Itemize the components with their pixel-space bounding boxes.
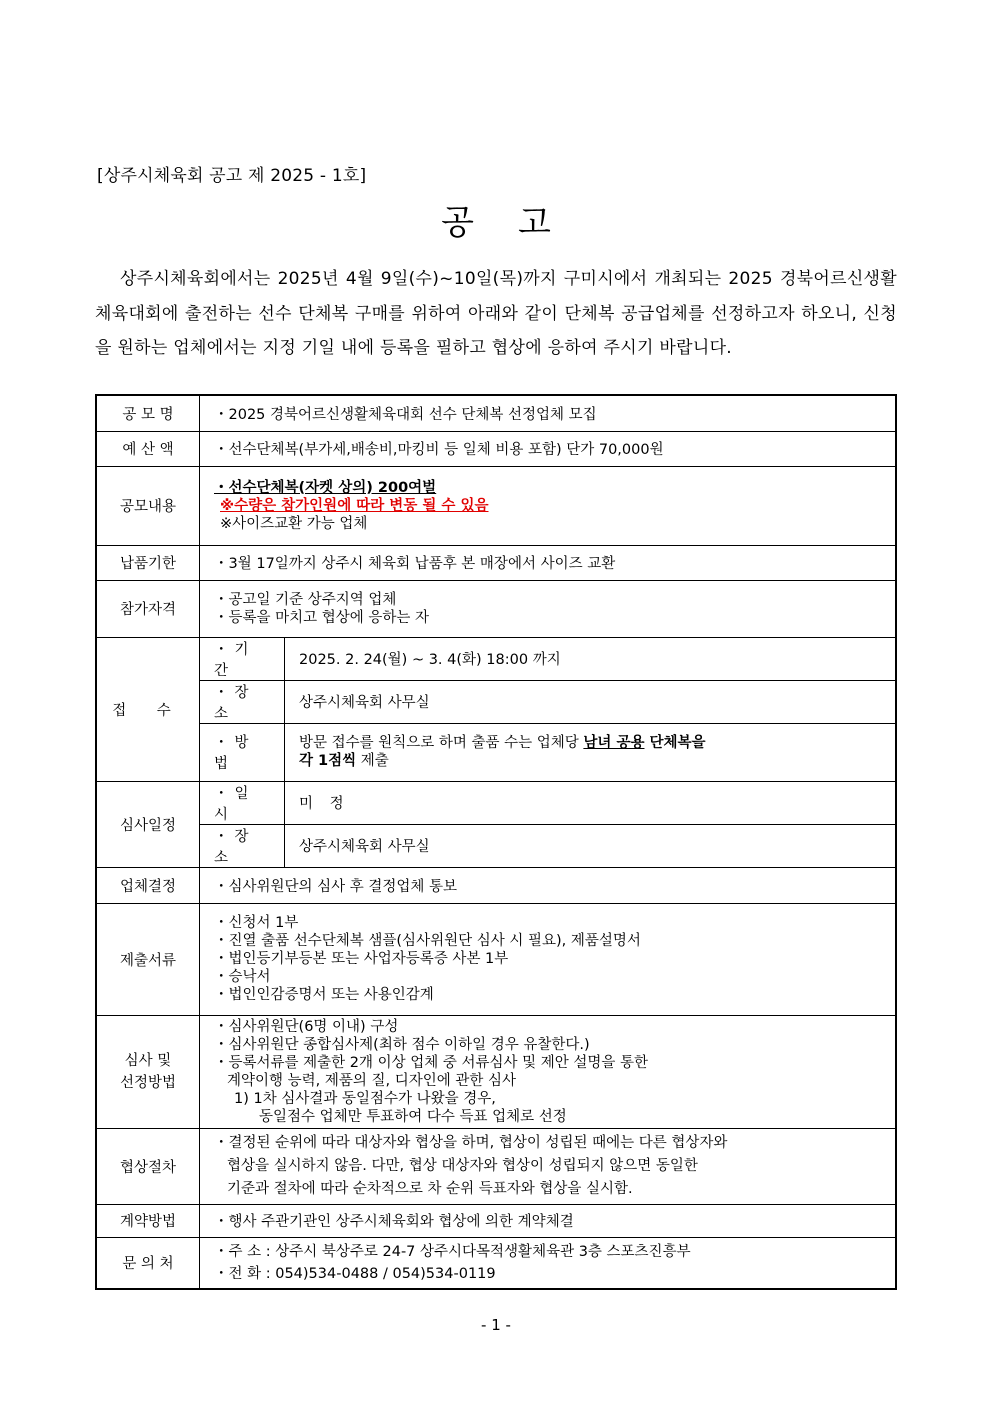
table-row bbox=[96, 680, 896, 723]
row-label: 예 산 액 bbox=[96, 431, 200, 466]
row-value bbox=[200, 1015, 897, 1128]
sub-value: 상주시체육회 사무실 bbox=[285, 824, 897, 867]
row-value: ・2025 경북어르신생활체육대회 선수 단체복 선정업체 모집 bbox=[200, 395, 897, 431]
table-row bbox=[96, 824, 896, 867]
table-row bbox=[96, 431, 896, 466]
sub-label: ・일 시 bbox=[200, 781, 285, 824]
selection-line: 동일점수 업체만 투표하여 다수 득표 업체로 선정 bbox=[259, 1108, 567, 1125]
intro-text: 상주시체육회에서는 2025년 4월 9일(수)~10일(목)까지 구미시에서 개최되는 2025 경북어르신생활체육대회에 출전하는 선수 단체복 구매를 위하여 아래와 같이 단체복 공급업체를 선정하고자 하오니, 신청을 원하는 업체에서는 지정 기일 내에 등록을 필하고 협상에 응하여 주시기 바랍니다. bbox=[95, 269, 897, 358]
row-label: 공모내용 bbox=[96, 466, 200, 545]
content-line: ※사이즈교환 가능 업체 bbox=[220, 515, 368, 532]
row-value bbox=[200, 1237, 897, 1289]
table-row bbox=[96, 903, 896, 1015]
qualification-line: ・등록을 마치고 협상에 응하는 자 bbox=[214, 609, 430, 626]
document-item: ・법인등기부등본 또는 사업자등록증 사본 1부 bbox=[214, 951, 509, 967]
table-row bbox=[96, 466, 896, 545]
notice-number: [상주시체육회 공고 제 2025 - 1호] bbox=[97, 166, 367, 186]
row-label: 제출서류 bbox=[96, 903, 200, 1015]
table-row bbox=[96, 637, 896, 680]
row-label: 심사일정 bbox=[96, 781, 200, 867]
sub-value: 2025. 2. 24(월) ~ 3. 4(화) 18:00 까지 bbox=[285, 637, 897, 680]
contact-address: ・주 소 : 상주시 북상주로 24-7 상주시다목적생활체육관 3층 스포츠진흥부 bbox=[214, 1243, 691, 1260]
table-row bbox=[96, 781, 896, 824]
row-value: ・심사위원단의 심사 후 결정업체 통보 bbox=[200, 867, 897, 903]
page-number: - 1 - bbox=[481, 1316, 511, 1334]
table-row bbox=[96, 395, 896, 431]
sub-label: ・기 간 bbox=[200, 637, 285, 680]
row-value bbox=[200, 466, 897, 545]
row-label: 납품기한 bbox=[96, 545, 200, 580]
content-line: ・선수단체복(자켓 상의) 200여벌 bbox=[214, 479, 437, 496]
sub-value: 상주시체육회 사무실 bbox=[285, 680, 897, 723]
table-row bbox=[96, 1015, 896, 1128]
table-row bbox=[96, 545, 896, 580]
intro-paragraph bbox=[95, 262, 897, 366]
row-label: 참가자격 bbox=[96, 580, 200, 637]
row-label: 업체결정 bbox=[96, 867, 200, 903]
table-row bbox=[96, 1128, 896, 1204]
row-value bbox=[200, 580, 897, 637]
sub-label: ・장 소 bbox=[200, 680, 285, 723]
sub-label: ・장 소 bbox=[200, 824, 285, 867]
sub-value bbox=[285, 723, 897, 781]
method-line: 방문 접수를 원칙으로 하며 출품 수는 업체당 남녀 공용 단체복을 bbox=[299, 735, 706, 751]
selection-line: ・등록서류를 제출한 2개 이상 업체 중 서류심사 및 제안 설명을 통한 bbox=[214, 1054, 648, 1071]
sub-label: ・방 법 bbox=[200, 723, 285, 781]
table-row bbox=[96, 723, 896, 781]
document-item: ・법인인감증명서 또는 사용인감계 bbox=[214, 987, 434, 1003]
row-label: 문 의 처 bbox=[96, 1237, 200, 1289]
selection-line: ・심사위원단 종합심사제(최하 점수 이하일 경우 유찰한다.) bbox=[214, 1036, 590, 1053]
row-label: 계약방법 bbox=[96, 1204, 200, 1237]
qualification-line: ・공고일 기준 상주지역 업체 bbox=[214, 591, 397, 608]
row-value bbox=[200, 903, 897, 1015]
row-label: 심사 및 선정방법 bbox=[96, 1015, 200, 1128]
selection-line: 1) 1차 심사결과 동일점수가 나왔을 경우, bbox=[234, 1090, 496, 1107]
contact-phone: ・전 화 : 054)534-0488 / 054)534-0119 bbox=[214, 1265, 496, 1282]
sub-value: 미 정 bbox=[285, 781, 897, 824]
table-row bbox=[96, 1237, 896, 1289]
table-row bbox=[96, 867, 896, 903]
row-value bbox=[200, 1128, 897, 1204]
negotiation-line: 기준과 절차에 따라 순차적으로 차 순위 득표자와 협상을 실시함. bbox=[227, 1180, 633, 1197]
selection-line: ・심사위원단(6명 이내) 구성 bbox=[214, 1018, 399, 1035]
table-row bbox=[96, 1204, 896, 1237]
row-label: 공 모 명 bbox=[96, 395, 200, 431]
document-item: ・진열 출품 선수단체복 샘플(심사위원단 심사 시 필요), 제품설명서 bbox=[214, 933, 641, 949]
negotiation-line: 협상을 실시하지 않음. 다만, 협상 대상자와 협상이 성립되지 않으면 동일한 bbox=[227, 1157, 698, 1174]
row-label: 협상절차 bbox=[96, 1128, 200, 1204]
row-value: ・행사 주관기관인 상주시체육회와 협상에 의한 계약체결 bbox=[200, 1204, 897, 1237]
document-item: ・승낙서 bbox=[214, 969, 271, 985]
notice-table bbox=[95, 394, 897, 1290]
row-value: ・선수단체복(부가세,배송비,마킹비 등 일체 비용 포함) 단가 70,000원 bbox=[200, 431, 897, 466]
selection-line: 계약이행 능력, 제품의 질, 디자인에 관한 심사 bbox=[227, 1072, 516, 1089]
page-title: 공고 bbox=[441, 203, 595, 243]
negotiation-line: ・결정된 순위에 따라 대상자와 협상을 하며, 협상이 성립된 때에는 다른 협상자와 bbox=[214, 1134, 728, 1151]
row-value: ・3월 17일까지 상주시 체육회 납품후 본 매장에서 사이즈 교환 bbox=[200, 545, 897, 580]
method-line: 각 1점씩 제출 bbox=[299, 753, 389, 769]
row-label: 접 수 bbox=[96, 637, 200, 781]
content-notice: ※수량은 참가인원에 따라 변동 될 수 있음 bbox=[220, 497, 489, 514]
table-row bbox=[96, 580, 896, 637]
document-item: ・신청서 1부 bbox=[214, 915, 299, 931]
